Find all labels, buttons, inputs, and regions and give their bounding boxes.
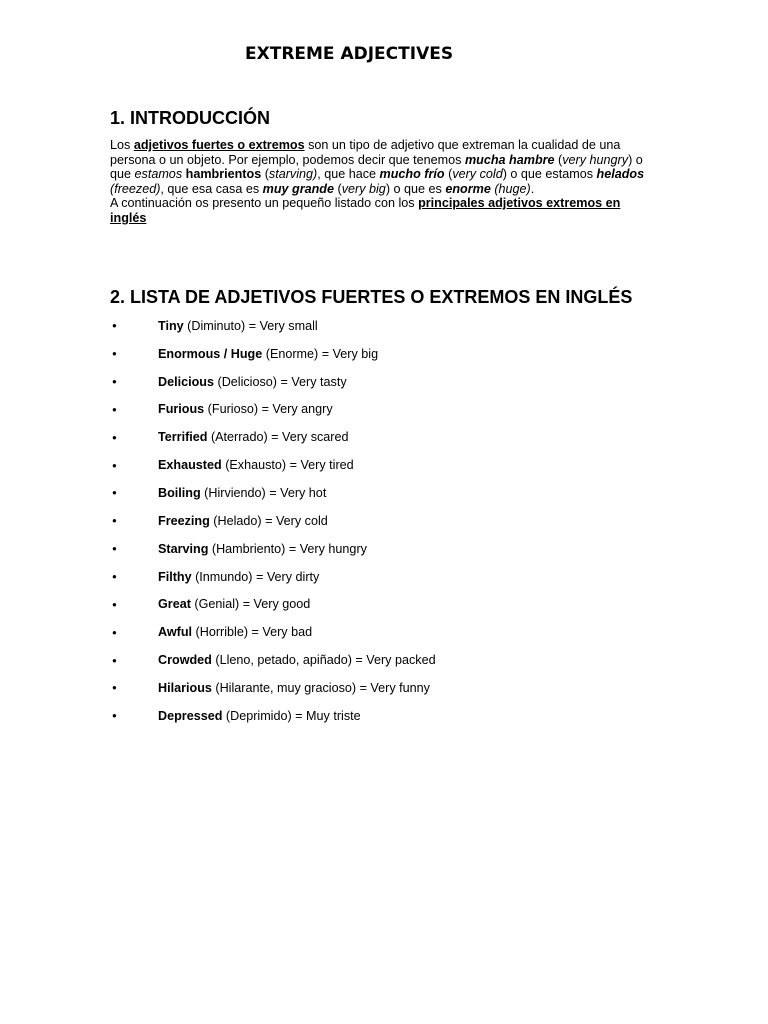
list-item bbox=[110, 674, 436, 702]
intro-paragraph-2: A continuación os presento un pequeño listado con los principales adjetivos extremos en inglés bbox=[110, 196, 621, 225]
adjective-term: Furious bbox=[158, 402, 205, 417]
bullet-icon: ● bbox=[112, 488, 117, 498]
bullet-icon: ● bbox=[112, 432, 117, 442]
adjective-term: Great bbox=[158, 597, 191, 612]
intro-text bbox=[110, 138, 650, 226]
adjective-meaning: (Inmundo) = Very dirty bbox=[191, 569, 320, 584]
adjective-term: Filthy bbox=[158, 569, 192, 584]
adjective-term: Boiling bbox=[158, 485, 201, 500]
list-item bbox=[110, 396, 436, 424]
adjective-term: Awful bbox=[158, 625, 193, 640]
list-item bbox=[110, 479, 436, 507]
adjective-term: Tiny bbox=[158, 318, 184, 333]
adjective-meaning: (Helado) = Very cold bbox=[209, 513, 328, 528]
page-title: EXTREME ADJECTIVES bbox=[245, 44, 454, 64]
adjective-term: Freezing bbox=[158, 513, 210, 528]
adjective-meaning: (Diminuto) = Very small bbox=[183, 318, 318, 333]
bullet-icon: ● bbox=[112, 404, 117, 414]
adjective-meaning: (Hambriento) = Very hungry bbox=[208, 541, 367, 556]
adjective-meaning: (Hilarante, muy gracioso) = Very funny bbox=[211, 680, 430, 695]
adjective-meaning: (Genial) = Very good bbox=[190, 597, 311, 612]
bullet-icon: ● bbox=[112, 655, 117, 665]
adjective-term: Crowded bbox=[158, 653, 212, 668]
intro-paragraph: Los adjetivos fuertes o extremos son un tipo de adjetivo que extreman la cualidad de una persona o un objeto. Por ejemplo, podemos decir que tenemos mucha hambre (very hungry) o que estamos hambrientos (starving), que hace mucho frío (very cold) o que estamos helados (freezed), que esa casa es muy grande (very big) o que es enorme (huge). bbox=[110, 138, 645, 196]
adjective-meaning: (Exhausto) = Very tired bbox=[221, 458, 354, 473]
list-item bbox=[110, 423, 436, 451]
adjective-meaning: (Furioso) = Very angry bbox=[204, 402, 333, 417]
adjective-meaning: (Delicioso) = Very tasty bbox=[214, 374, 347, 389]
adjective-list bbox=[110, 312, 436, 730]
bullet-icon: ● bbox=[112, 711, 117, 721]
adjective-term: Delicious bbox=[158, 374, 214, 389]
bullet-icon: ● bbox=[112, 460, 117, 470]
adjective-term: Hilarious bbox=[158, 680, 212, 695]
adjective-term: Exhausted bbox=[158, 458, 222, 473]
adjective-meaning: (Deprimido) = Muy triste bbox=[222, 708, 361, 723]
section-2-heading: 2. LISTA DE ADJETIVOS FUERTES O EXTREMOS EN INGLÉS bbox=[110, 287, 633, 307]
adjective-term: Depressed bbox=[158, 708, 223, 723]
list-item bbox=[110, 646, 436, 674]
list-item bbox=[110, 618, 436, 646]
bullet-icon: ● bbox=[112, 516, 117, 526]
list-item bbox=[110, 340, 436, 368]
bullet-icon: ● bbox=[112, 599, 117, 609]
bullet-icon: ● bbox=[112, 349, 117, 359]
adjective-term: Starving bbox=[158, 541, 209, 556]
list-item bbox=[110, 590, 436, 618]
adjective-meaning: (Enorme) = Very big bbox=[262, 346, 379, 361]
adjective-meaning: (Horrible) = Very bad bbox=[192, 625, 313, 640]
bullet-icon: ● bbox=[112, 321, 117, 331]
section-1-heading: 1. INTRODUCCIÓN bbox=[110, 108, 271, 128]
list-item bbox=[110, 702, 436, 730]
adjective-term: Terrified bbox=[158, 430, 208, 445]
list-item bbox=[110, 368, 436, 396]
bullet-icon: ● bbox=[112, 544, 117, 554]
adjective-meaning: (Aterrado) = Very scared bbox=[207, 430, 349, 445]
adjective-term: Enormous / Huge bbox=[158, 346, 263, 361]
bullet-icon: ● bbox=[112, 377, 117, 387]
list-item bbox=[110, 507, 436, 535]
list-item bbox=[110, 535, 436, 563]
bullet-icon: ● bbox=[112, 683, 117, 693]
bullet-icon: ● bbox=[112, 627, 117, 637]
list-item bbox=[110, 563, 436, 591]
adjective-meaning: (Hirviendo) = Very hot bbox=[200, 485, 327, 500]
adjective-meaning: (Lleno, petado, apiñado) = Very packed bbox=[211, 653, 436, 668]
list-item bbox=[110, 312, 436, 340]
bullet-icon: ● bbox=[112, 572, 117, 582]
list-item bbox=[110, 451, 436, 479]
